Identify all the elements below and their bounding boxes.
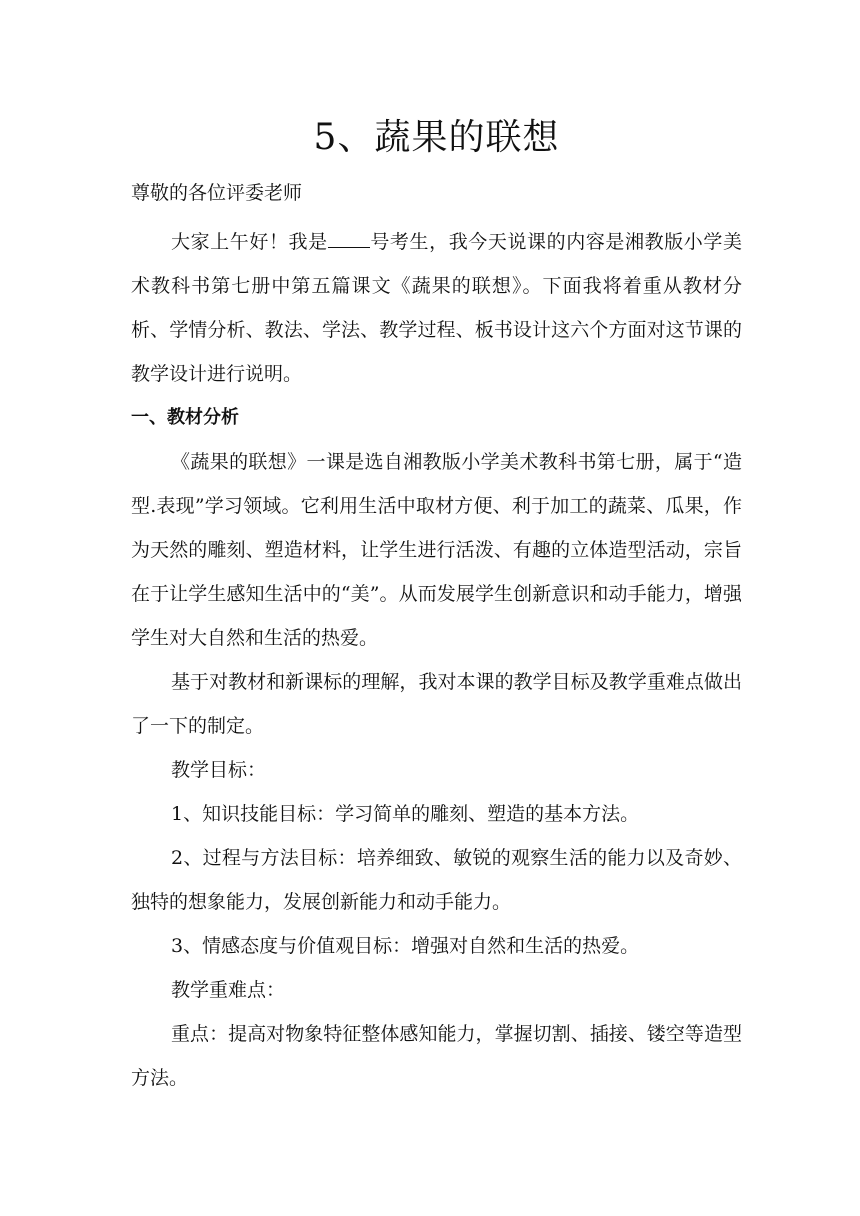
goals-intro-paragraph: 基于对教材和新课标的理解，我对本课的教学目标及教学重难点做出了一下的制定。 [131,671,742,737]
document-title: 5、蔬果的联想 [313,117,560,158]
textbook-analysis-paragraph: 《蔬果的联想》一课是选自湘教版小学美术教科书第七册，属于“造型.表现”学习领域。它利用生活中取材方便、利于加工的蔬菜、瓜果，作为天然的雕刻、塑造材料，让学生进行活泼、有趣的立体造型活动，宗旨在于让学生感知生活中的“美”。从而发展学生创新意识和动手能力，增强学生对大自然和生活的热爱。 [131,451,742,649]
candidate-number-blank [328,231,370,248]
goal-knowledge-skill: 1、知识技能目标：学习简单的雕刻、塑造的基本方法。 [171,803,640,825]
section-heading-textbook-analysis: 一、教材分析 [131,407,239,428]
intro-paragraph [131,220,742,396]
document-page [131,108,742,1100]
key-point-paragraph: 重点：提高对物象特征整体感知能力，掌握切割、插接、镂空等造型方法。 [131,1023,742,1089]
intro-text-rest: 号考生，我今天说课的内容是湘教版小学美术教科书第七册中第五篇课文《蔬果的联想》。下面我将着重从教材分析、学情分析、教法、学法、教学过程、板书设计这六个方面对这节课的教学设计进行说明。 [131,231,742,385]
goal-emotion-values: 3、情感态度与价值观目标：增强对自然和生活的热爱。 [171,935,640,957]
key-points-label: 教学重难点： [171,979,286,1001]
teaching-goals-label: 教学目标： [171,759,267,781]
intro-text-start: 大家上午好！我是 [171,231,328,253]
salutation: 尊敬的各位评委老师 [131,182,303,204]
goal-process-method: 2、过程与方法目标：培养细致、敏锐的观察生活的能力以及奇妙、独特的想象能力，发展创新能力和动手能力。 [131,847,742,913]
